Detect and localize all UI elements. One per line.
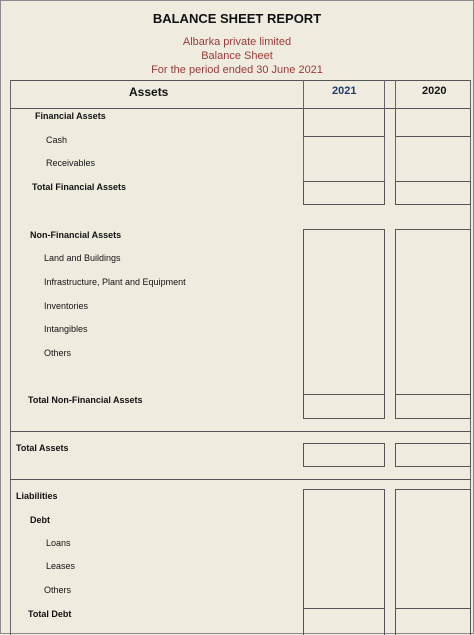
row-intangibles: Intangibles — [44, 324, 88, 334]
non-fin-2021-box[interactable] — [303, 229, 385, 395]
total-fin-2020-box[interactable] — [395, 181, 471, 205]
total-debt-2021-box[interactable] — [303, 609, 385, 635]
row-financial-assets: Financial Assets — [35, 111, 106, 121]
non-fin-2020-box[interactable] — [395, 229, 471, 395]
col-divider-2 — [384, 80, 385, 109]
row-cash: Cash — [46, 135, 68, 145]
fin-2021-left — [303, 137, 304, 181]
left-rule — [10, 80, 11, 635]
row-others-debt: Others — [44, 585, 72, 595]
total-non-fin-2021-box[interactable] — [303, 395, 385, 419]
year-2020-header: 2020 — [422, 85, 447, 97]
total-assets-top-rule — [10, 431, 471, 432]
row-liabilities: Liabilities — [16, 491, 58, 501]
company-name: Albarka private limited — [182, 36, 292, 48]
col-divider-3 — [395, 80, 396, 109]
report-title: BALANCE SHEET REPORT — [152, 11, 322, 26]
row-non-financial-assets: Non-Financial Assets — [30, 230, 122, 240]
assets-column-header: Assets — [129, 85, 169, 99]
header-top-rule — [10, 80, 471, 81]
row-receivables: Receivables — [46, 158, 96, 168]
report-period: For the period ended 30 June 2021 — [151, 64, 323, 76]
debt-2020-box[interactable] — [395, 489, 471, 609]
row-total-debt: Total Debt — [28, 609, 72, 619]
liabilities-top-rule — [10, 479, 471, 480]
total-assets-2020-box[interactable] — [395, 443, 471, 467]
fin-2020-left — [395, 137, 396, 181]
row-debt: Debt — [30, 515, 50, 525]
row-others-assets: Others — [44, 348, 72, 358]
total-debt-2020-box[interactable] — [395, 609, 471, 635]
row-land-buildings: Land and Buildings — [44, 253, 121, 263]
fin-assets-2021-box — [303, 109, 385, 137]
total-fin-2021-box[interactable] — [303, 181, 385, 205]
total-non-fin-2020-box[interactable] — [395, 395, 471, 419]
fin-2021-right — [384, 137, 385, 181]
row-inventories: Inventories — [44, 301, 89, 311]
total-assets-2021-box[interactable] — [303, 443, 385, 467]
col-divider-1 — [303, 80, 304, 109]
row-total-non-financial-assets: Total Non-Financial Assets — [28, 395, 143, 405]
row-leases: Leases — [46, 561, 76, 571]
row-loans: Loans — [46, 538, 71, 548]
debt-2021-box[interactable] — [303, 489, 385, 609]
statement-name: Balance Sheet — [201, 50, 273, 62]
fin-assets-2020-box — [395, 109, 471, 137]
row-infrastructure: Infrastructure, Plant and Equipment — [44, 277, 186, 287]
row-total-financial-assets: Total Financial Assets — [32, 182, 127, 192]
year-2021-header: 2021 — [332, 85, 357, 97]
row-total-assets: Total Assets — [16, 443, 69, 453]
